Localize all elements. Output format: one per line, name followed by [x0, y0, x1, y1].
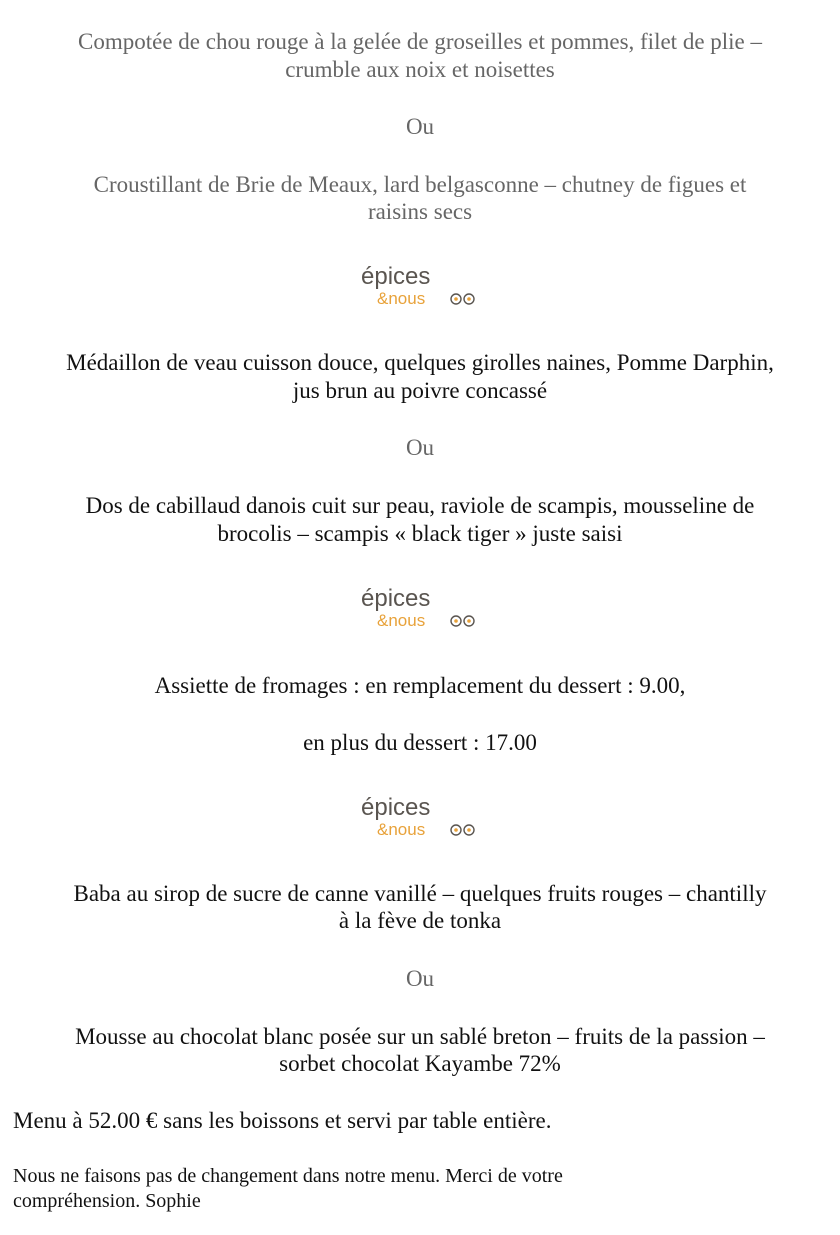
policy-note-line-1: Nous ne faisons pas de changement dans notre menu. Merci de votre: [13, 1165, 563, 1187]
logo-word-top: épices: [361, 794, 431, 821]
logo-word-bottom: &nous: [377, 611, 426, 630]
main-2-line-2: brocolis – scampis « black tiger » juste saisi: [217, 521, 623, 546]
main-1-line-1: Médaillon de veau cuisson douce, quelques girolles naines, Pomme Darphin,: [66, 350, 774, 375]
logo-dot-left-center: [454, 828, 458, 832]
epices-nous-logo-graphic: [361, 584, 481, 630]
logo-dot-right-center: [467, 297, 471, 301]
menu-price-note: Menu à 52.00 € sans les boissons et servi par table entière.: [13, 1108, 552, 1133]
epices-nous-logo: [361, 584, 481, 630]
starter-2-line-1: Croustillant de Brie de Meaux, lard belgasconne – chutney de figues et: [93, 172, 747, 197]
logo-dot-right-center: [467, 828, 471, 832]
epices-nous-logo-graphic: [361, 793, 481, 839]
or-separator: Ou: [405, 435, 435, 460]
starter-1-line-1: Compotée de chou rouge à la gelée de groseilles et pommes, filet de plie –: [77, 29, 763, 54]
logo-dot-left-center: [454, 619, 458, 623]
logo-dot-left-center: [454, 297, 458, 301]
cheese-line-1: Assiette de fromages : en remplacement du dessert : 9.00,: [154, 673, 686, 698]
epices-nous-logo: [361, 262, 481, 308]
logo-word-top: épices: [361, 585, 431, 612]
or-separator: Ou: [405, 966, 435, 991]
epices-nous-logo: [361, 793, 481, 839]
dessert-2-line-1: Mousse au chocolat blanc posée sur un sablé breton – fruits de la passion –: [75, 1024, 765, 1049]
dessert-2-line-2: sorbet chocolat Kayambe 72%: [279, 1051, 561, 1076]
logo-word-bottom: &nous: [377, 820, 426, 839]
cheese-line-2: en plus du dessert : 17.00: [303, 730, 537, 755]
main-1-line-2: jus brun au poivre concassé: [292, 378, 548, 403]
starter-1-line-2: crumble aux noix et noisettes: [285, 57, 555, 82]
logo-dot-right-center: [467, 619, 471, 623]
logo-word-top: épices: [361, 263, 431, 290]
starter-2-line-2: raisins secs: [367, 199, 473, 224]
epices-nous-logo-graphic: [361, 262, 481, 308]
dessert-1-line-2: à la fève de tonka: [338, 908, 502, 933]
logo-word-bottom: &nous: [377, 289, 426, 308]
main-2-line-1: Dos de cabillaud danois cuit sur peau, raviole de scampis, mousseline de: [85, 493, 755, 518]
or-separator: Ou: [405, 114, 435, 139]
policy-note-line-2: compréhension. Sophie: [13, 1190, 201, 1212]
dessert-1-line-1: Baba au sirop de sucre de canne vanillé – quelques fruits rouges – chantilly: [73, 881, 767, 906]
